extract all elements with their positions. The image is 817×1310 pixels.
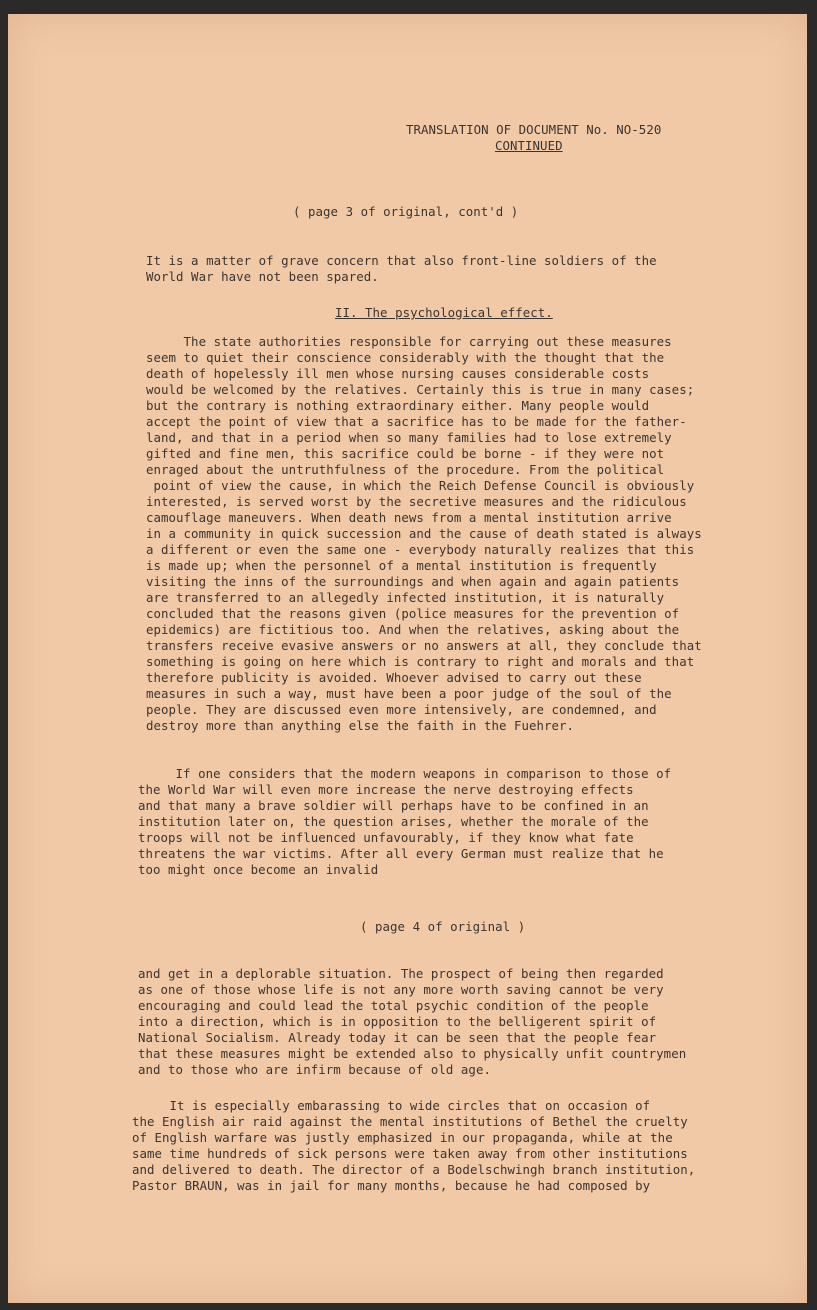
- text-line: and delivered to death. The director of a Bodelschwingh branch institution,: [132, 1162, 696, 1177]
- text-line: The state authorities responsible for carrying out these measures: [146, 334, 672, 349]
- text-line: destroy more than anything else the faith in the Fuehrer.: [146, 718, 575, 733]
- text-line: If one considers that the modern weapons in comparison to those of: [138, 766, 672, 781]
- text-line: epidemics) are fictitious too. And when the relatives, asking about the: [146, 622, 680, 637]
- text-line: It is a matter of grave concern that also front-line soldiers of the: [146, 253, 657, 268]
- text-line: visiting the inns of the surroundings and when again and again patients: [146, 574, 680, 589]
- text-line: and that many a brave soldier will perhaps have to be confined in an: [138, 798, 649, 813]
- page-reference-3: ( page 3 of original, cont'd ): [293, 204, 519, 219]
- text-line: people. They are discussed even more intensively, are condemned, and: [146, 702, 657, 717]
- document-title: TRANSLATION OF DOCUMENT No. NO-520: [406, 122, 662, 137]
- text-line: enraged about the untruthfulness of the procedure. From the political: [146, 462, 665, 477]
- text-line: as one of those whose life is not any more worth saving cannot be very: [138, 982, 664, 997]
- text-line: point of view the cause, in which the Reich Defense Council is obviously: [146, 478, 695, 493]
- text-line: of English warfare was justly emphasized in our propaganda, while at the: [132, 1130, 673, 1145]
- text-line: something is going on here which is contrary to right and morals and that: [146, 654, 695, 669]
- text-line: encouraging and could lead the total psychic condition of the people: [138, 998, 649, 1013]
- text-line: gifted and fine men, this sacrifice could be borne - if they were not: [146, 446, 665, 461]
- text-line: and get in a deplorable situation. The prospect of being then regarded: [138, 966, 664, 981]
- document-page: [8, 14, 807, 1303]
- text-line: transfers receive evasive answers or no answers at all, they conclude that: [146, 638, 702, 653]
- document-continued-label: CONTINUED: [495, 138, 563, 153]
- text-line: same time hundreds of sick persons were taken away from other institutions: [132, 1146, 688, 1161]
- section-heading: II. The psychological effect.: [335, 305, 553, 320]
- paragraph-4: [138, 966, 686, 1078]
- text-line: too might once become an invalid: [138, 862, 379, 877]
- text-line: would be welcomed by the relatives. Certainly this is true in many cases;: [146, 382, 695, 397]
- text-line: death of hopelessly ill men whose nursing causes considerable costs: [146, 366, 650, 381]
- paragraph-5: [132, 1098, 695, 1194]
- text-line: institution later on, the question arises, whether the morale of the: [138, 814, 649, 829]
- text-line: but the contrary is nothing extraordinary either. Many people would: [146, 398, 650, 413]
- text-line: camouflage maneuvers. When death news from a mental institution arrive: [146, 510, 672, 525]
- text-line: National Socialism. Already today it can be seen that the people fear: [138, 1030, 657, 1045]
- paragraph-2: [146, 334, 702, 734]
- text-line: interested, is served worst by the secretive measures and the ridiculous: [146, 494, 687, 509]
- text-line: a different or even the same one - everybody naturally realizes that this: [146, 542, 695, 557]
- text-line: the World War will even more increase the nerve destroying effects: [138, 782, 634, 797]
- page-reference-4: ( page 4 of original ): [360, 919, 526, 934]
- text-line: It is especially embarassing to wide circles that on occasion of: [132, 1098, 651, 1113]
- text-line: into a direction, which is in opposition to the belligerent spirit of: [138, 1014, 657, 1029]
- text-line: is made up; when the personnel of a mental institution is frequently: [146, 558, 657, 573]
- text-line: therefore publicity is avoided. Whoever advised to carry out these: [146, 670, 642, 685]
- text-line: land, and that in a period when so many families had to lose extremely: [146, 430, 672, 445]
- text-line: troops will not be influenced unfavourably, if they know what fate: [138, 830, 634, 845]
- paragraph-3: [138, 766, 671, 878]
- text-line: Pastor BRAUN, was in jail for many months, because he had composed by: [132, 1178, 651, 1193]
- text-line: and to those who are infirm because of old age.: [138, 1062, 491, 1077]
- text-line: World War have not been spared.: [146, 269, 379, 284]
- text-line: are transferred to an allegedly infected institution, it is naturally: [146, 590, 665, 605]
- text-line: accept the point of view that a sacrifice has to be made for the father-: [146, 414, 687, 429]
- text-line: in a community in quick succession and the cause of death stated is always: [146, 526, 702, 541]
- text-line: seem to quiet their conscience considerably with the thought that the: [146, 350, 665, 365]
- text-line: concluded that the reasons given (police measures for the prevention of: [146, 606, 680, 621]
- paragraph-1: [146, 253, 657, 285]
- text-line: measures in such a way, must have been a poor judge of the soul of the: [146, 686, 672, 701]
- text-line: threatens the war victims. After all every German must realize that he: [138, 846, 664, 861]
- text-line: that these measures might be extended also to physically unfit countrymen: [138, 1046, 687, 1061]
- text-line: the English air raid against the mental institutions of Bethel the cruelty: [132, 1114, 688, 1129]
